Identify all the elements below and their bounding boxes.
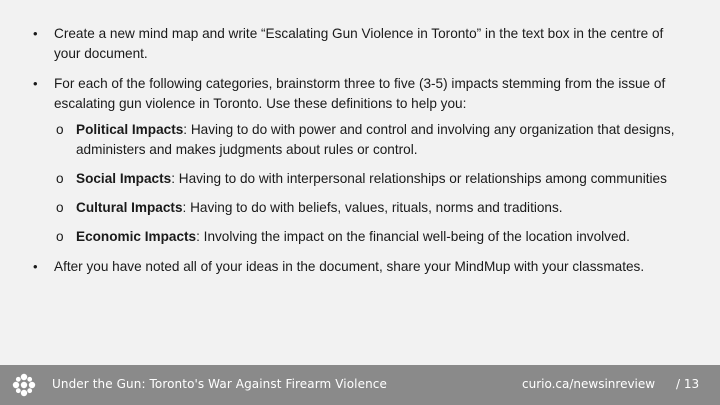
footer-bar [0, 365, 720, 405]
sub-item-economic [54, 227, 692, 247]
sub-definition: : Having to do with beliefs, values, rituals, norms and traditions. [182, 200, 563, 215]
footer-url-link[interactable]: curio.ca/newsinreview [522, 377, 656, 391]
sub-marker: o [56, 200, 64, 215]
bullet-item-2 [32, 74, 692, 247]
bullet-text: Create a new mind map and write “Escalating Gun Violence in Toronto” in the text box in the centre of your document. [54, 26, 664, 61]
sub-marker: o [56, 171, 64, 186]
sub-marker: o [56, 122, 64, 137]
footer-title: Under the Gun: Toronto's War Against Firearm Violence [52, 377, 387, 391]
impact-categories-list [54, 120, 692, 247]
bullet-item-1 [32, 24, 692, 64]
sub-definition: : Having to do with interpersonal relationships or relationships among communities [171, 171, 667, 186]
sub-item-political [54, 120, 692, 160]
sub-term: Political Impacts [76, 122, 184, 137]
bullet-item-3 [32, 257, 692, 277]
bullet-marker: • [33, 76, 38, 91]
sub-term: Social Impacts [76, 171, 172, 186]
sub-term: Cultural Impacts [76, 200, 183, 215]
sub-term: Economic Impacts [76, 229, 197, 244]
bullet-marker: • [33, 26, 38, 41]
bullet-marker: • [33, 259, 38, 274]
bullet-text: For each of the following categories, brainstorm three to five (3-5) impacts stemming from the issue of escalating gun violence in Toronto. Use these definitions to help you: [54, 76, 666, 111]
instructions-list [32, 24, 692, 287]
page-number: / 13 [676, 377, 700, 391]
sub-definition: : Involving the impact on the financial well-being of the location involved. [196, 229, 630, 244]
sub-definition: : Having to do with power and control and involving any organization that designs, administers and makes judgments about rules or control. [76, 122, 675, 157]
cbc-gem-icon [12, 373, 36, 397]
bullet-text: After you have noted all of your ideas in the document, share your MindMup with your classmates. [54, 259, 645, 274]
sub-item-cultural [54, 198, 692, 218]
sub-item-social [54, 169, 692, 189]
sub-marker: o [56, 229, 64, 244]
